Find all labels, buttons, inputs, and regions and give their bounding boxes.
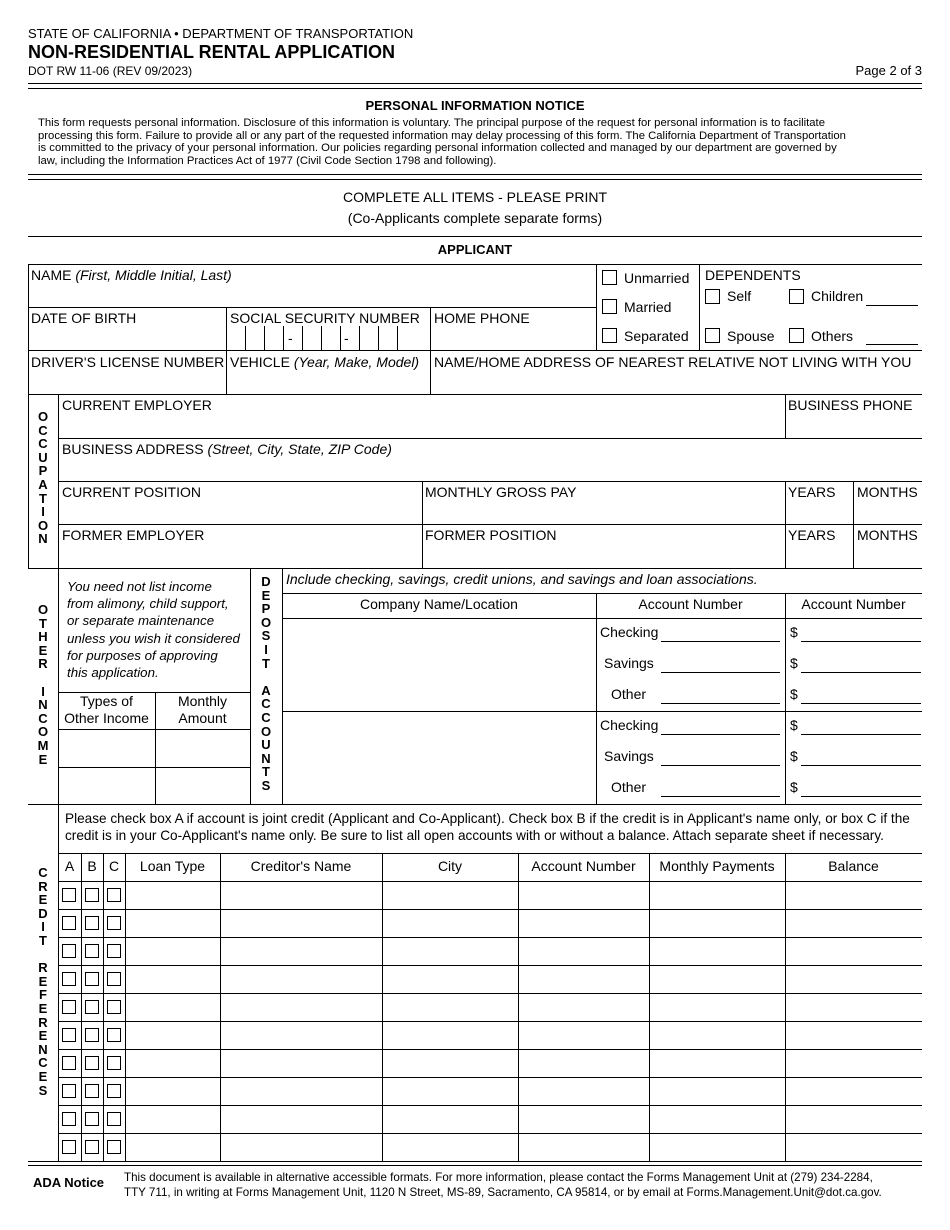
vehicle-hint: (Year, Make, Model) bbox=[293, 354, 420, 370]
home-phone-field[interactable] bbox=[431, 308, 596, 350]
spouse-checkbox[interactable] bbox=[705, 328, 720, 343]
dependents-label: DEPENDENTS bbox=[705, 267, 801, 283]
checking-balance-field[interactable] bbox=[801, 641, 921, 642]
applicant-credit-checkbox[interactable] bbox=[85, 1056, 99, 1070]
balance-field[interactable] bbox=[786, 1078, 922, 1105]
checking-balance-field[interactable] bbox=[801, 734, 921, 735]
nearest-relative-label: NAME/HOME ADDRESS OF NEAREST RELATIVE NOT LIVING WITH YOU bbox=[434, 354, 912, 370]
children-checkbox[interactable] bbox=[789, 289, 804, 304]
dollar-sign: $ bbox=[790, 748, 798, 764]
column-header: Balance bbox=[828, 858, 879, 874]
column-header: B bbox=[87, 858, 97, 874]
coapplicant-credit-checkbox[interactable] bbox=[107, 1112, 121, 1126]
balance-field[interactable] bbox=[786, 966, 922, 993]
city-field[interactable] bbox=[383, 938, 518, 965]
business-address-hint: (Street, City, State, ZIP Code) bbox=[207, 441, 392, 457]
years-label: YEARS bbox=[788, 484, 836, 500]
account-number-column-header: Account Number bbox=[638, 596, 743, 612]
other-account-field[interactable] bbox=[661, 796, 780, 797]
loan-type-field[interactable] bbox=[126, 938, 220, 965]
joint-credit-checkbox[interactable] bbox=[62, 888, 76, 902]
balance-field[interactable] bbox=[786, 1134, 922, 1161]
monthly-payments-field[interactable] bbox=[650, 1050, 785, 1077]
column-header: Monthly Payments bbox=[659, 858, 775, 874]
coapplicant-credit-checkbox[interactable] bbox=[107, 1084, 121, 1098]
loan-type-field[interactable] bbox=[126, 1134, 220, 1161]
others-checkbox[interactable] bbox=[789, 328, 804, 343]
deposit-accounts-note: Include checking, savings, credit unions, and savings and loan associations. bbox=[286, 571, 758, 587]
account-number-field[interactable] bbox=[519, 938, 649, 965]
former-months-field[interactable] bbox=[854, 525, 922, 568]
savings-label: Savings bbox=[604, 748, 654, 764]
checking-label: Checking bbox=[600, 717, 659, 733]
city-field[interactable] bbox=[383, 1050, 518, 1077]
dollar-sign: $ bbox=[790, 655, 798, 671]
monthly-gross-pay-field[interactable] bbox=[423, 482, 785, 524]
balance-field[interactable] bbox=[786, 882, 922, 909]
city-field[interactable] bbox=[383, 966, 518, 993]
balance-field[interactable] bbox=[786, 910, 922, 937]
table-rule bbox=[58, 853, 922, 854]
account-number-field[interactable] bbox=[519, 1078, 649, 1105]
loan-type-field[interactable] bbox=[126, 966, 220, 993]
current-months-field[interactable] bbox=[854, 482, 922, 524]
account-number-field[interactable] bbox=[519, 882, 649, 909]
savings-label: Savings bbox=[604, 655, 654, 671]
monthly-payments-field[interactable] bbox=[650, 966, 785, 993]
applicant-credit-checkbox[interactable] bbox=[85, 916, 99, 930]
ssn-field[interactable] bbox=[226, 326, 430, 350]
city-field[interactable] bbox=[383, 1022, 518, 1049]
current-employer-label: CURRENT EMPLOYER bbox=[62, 397, 212, 413]
name-hint: (First, Middle Initial, Last) bbox=[75, 267, 232, 283]
divider bbox=[28, 179, 922, 180]
column-header: A bbox=[64, 858, 75, 874]
income-type-field[interactable] bbox=[59, 730, 155, 767]
creditor-name-field[interactable] bbox=[221, 1134, 382, 1161]
applicant-heading: APPLICANT bbox=[437, 242, 513, 257]
unmarried-label: Unmarried bbox=[624, 270, 690, 286]
other-income-side-label: O T H E R I N C O M E bbox=[37, 602, 49, 767]
joint-credit-checkbox[interactable] bbox=[62, 944, 76, 958]
former-employer-field[interactable] bbox=[59, 525, 422, 568]
income-type-field[interactable] bbox=[59, 768, 155, 804]
checking-label: Checking bbox=[600, 624, 659, 640]
date-of-birth-field[interactable] bbox=[29, 308, 226, 350]
monthly-gross-pay-label: MONTHLY GROSS PAY bbox=[425, 484, 577, 500]
city-field[interactable] bbox=[383, 994, 518, 1021]
date-of-birth-label: DATE OF BIRTH bbox=[31, 310, 137, 326]
company-column-header: Company Name/Location bbox=[360, 596, 518, 612]
joint-credit-checkbox[interactable] bbox=[62, 1140, 76, 1154]
applicant-credit-checkbox[interactable] bbox=[85, 1084, 99, 1098]
deposit-company-field[interactable] bbox=[283, 712, 596, 804]
city-field[interactable] bbox=[383, 910, 518, 937]
loan-type-field[interactable] bbox=[126, 1022, 220, 1049]
coapplicant-credit-checkbox[interactable] bbox=[107, 944, 121, 958]
drivers-license-label: DRIVER'S LICENSE NUMBER bbox=[31, 354, 225, 370]
former-years-field[interactable] bbox=[786, 525, 853, 568]
balance-field[interactable] bbox=[786, 1106, 922, 1133]
unmarried-checkbox[interactable] bbox=[602, 270, 617, 285]
ssn-label: SOCIAL SECURITY NUMBER bbox=[230, 310, 420, 326]
joint-credit-checkbox[interactable] bbox=[62, 1056, 76, 1070]
current-position-label: CURRENT POSITION bbox=[62, 484, 201, 500]
current-years-field[interactable] bbox=[786, 482, 853, 524]
city-field[interactable] bbox=[383, 1106, 518, 1133]
business-address-label: BUSINESS ADDRESS bbox=[62, 441, 208, 457]
instructions-line-2: (Co-Applicants complete separate forms) bbox=[347, 210, 603, 226]
separated-checkbox[interactable] bbox=[602, 328, 617, 343]
applicant-credit-checkbox[interactable] bbox=[85, 1140, 99, 1154]
former-position-label: FORMER POSITION bbox=[425, 527, 557, 543]
notice-line: This form requests personal information. Disclosure of this information is voluntary. The principal purpose of the request for personal information is to facilitate bbox=[38, 117, 825, 129]
column-header: Account Number bbox=[531, 858, 636, 874]
deposit-company-field[interactable] bbox=[283, 619, 596, 711]
balance-field[interactable] bbox=[786, 1022, 922, 1049]
monthly-payments-field[interactable] bbox=[650, 910, 785, 937]
city-field[interactable] bbox=[383, 1134, 518, 1161]
account-number-field[interactable] bbox=[519, 1106, 649, 1133]
home-phone-label: HOME PHONE bbox=[434, 310, 530, 326]
notice-title: PERSONAL INFORMATION NOTICE bbox=[365, 98, 585, 113]
spouse-label: Spouse bbox=[727, 328, 775, 344]
account-number-field[interactable] bbox=[519, 1050, 649, 1077]
credit-instructions: credit is in your Co-Applicant's name only. Be sure to list all open accounts with or without a balance. Attach separate sheet if necessary. bbox=[65, 828, 884, 843]
joint-credit-checkbox[interactable] bbox=[62, 972, 76, 986]
dollar-sign: $ bbox=[790, 624, 798, 640]
other-balance-field[interactable] bbox=[801, 796, 921, 797]
loan-type-field[interactable] bbox=[126, 882, 220, 909]
current-position-field[interactable] bbox=[59, 482, 422, 524]
business-address-field[interactable] bbox=[59, 439, 922, 481]
former-employer-label: FORMER EMPLOYER bbox=[62, 527, 205, 543]
savings-balance-field[interactable] bbox=[801, 765, 921, 766]
other-balance-field[interactable] bbox=[801, 703, 921, 704]
loan-type-field[interactable] bbox=[126, 910, 220, 937]
ada-notice-text: This document is available in alternative accessible formats. For more information, please contact the Forms Management Unit at (279) 234-2284, bbox=[124, 1171, 873, 1184]
applicant-credit-checkbox[interactable] bbox=[85, 888, 99, 902]
vehicle-label: VEHICLE bbox=[230, 354, 294, 370]
city-field[interactable] bbox=[383, 1078, 518, 1105]
nearest-relative-field[interactable] bbox=[431, 351, 922, 394]
page-number: Page 2 of 3 bbox=[855, 63, 922, 78]
creditor-name-field[interactable] bbox=[221, 1050, 382, 1077]
joint-credit-checkbox[interactable] bbox=[62, 916, 76, 930]
loan-type-field[interactable] bbox=[126, 1050, 220, 1077]
coapplicant-credit-checkbox[interactable] bbox=[107, 1140, 121, 1154]
applicant-credit-checkbox[interactable] bbox=[85, 944, 99, 958]
account-number-column-header: Account Number bbox=[801, 596, 906, 612]
business-phone-label: BUSINESS PHONE bbox=[788, 397, 913, 413]
credit-references-side-label: C R E D I T R E F E R E N C E S bbox=[38, 865, 48, 1098]
monthly-payments-field[interactable] bbox=[650, 1134, 785, 1161]
applicant-credit-checkbox[interactable] bbox=[85, 972, 99, 986]
savings-account-field[interactable] bbox=[661, 672, 780, 673]
separated-label: Separated bbox=[624, 328, 689, 344]
applicant-credit-checkbox[interactable] bbox=[85, 1028, 99, 1042]
agency-name: STATE OF CALIFORNIA • DEPARTMENT OF TRANSPORTATION bbox=[28, 26, 414, 41]
account-number-field[interactable] bbox=[519, 1022, 649, 1049]
creditor-name-field[interactable] bbox=[221, 910, 382, 937]
ada-notice-label: ADA Notice bbox=[33, 1175, 105, 1190]
notice-line: law, including the Information Practices Act of 1977 (Civil Code Section 1798 and following). bbox=[38, 154, 497, 167]
account-number-field[interactable] bbox=[519, 966, 649, 993]
account-number-field[interactable] bbox=[519, 910, 649, 937]
drivers-license-field[interactable] bbox=[29, 351, 226, 394]
creditor-name-field[interactable] bbox=[221, 994, 382, 1021]
balance-field[interactable] bbox=[786, 1050, 922, 1077]
coapplicant-credit-checkbox[interactable] bbox=[107, 972, 121, 986]
monthly-payments-field[interactable] bbox=[650, 882, 785, 909]
creditor-name-field[interactable] bbox=[221, 1078, 382, 1105]
types-of-income-header: Types of Other Income bbox=[64, 693, 149, 727]
divider bbox=[28, 174, 922, 175]
monthly-payments-field[interactable] bbox=[650, 1078, 785, 1105]
joint-credit-checkbox[interactable] bbox=[62, 1000, 76, 1014]
applicant-credit-checkbox[interactable] bbox=[85, 1000, 99, 1014]
checking-account-field[interactable] bbox=[661, 641, 780, 642]
account-number-field[interactable] bbox=[519, 1134, 649, 1161]
loan-type-field[interactable] bbox=[126, 1078, 220, 1105]
other-account-field[interactable] bbox=[661, 703, 780, 704]
vehicle-field[interactable] bbox=[227, 351, 430, 394]
dollar-sign: $ bbox=[790, 779, 798, 795]
income-amount-field[interactable] bbox=[156, 730, 250, 767]
table-rule bbox=[103, 853, 104, 1161]
monthly-payments-field[interactable] bbox=[650, 1022, 785, 1049]
months-label: MONTHS bbox=[857, 484, 918, 500]
coapplicant-credit-checkbox[interactable] bbox=[107, 916, 121, 930]
savings-account-field[interactable] bbox=[661, 765, 780, 766]
other-label: Other bbox=[611, 686, 647, 702]
column-header: Creditor's Name bbox=[250, 858, 352, 874]
name-label: NAME bbox=[31, 267, 76, 283]
instructions-line-1: COMPLETE ALL ITEMS - PLEASE PRINT bbox=[343, 189, 607, 205]
creditor-name-field[interactable] bbox=[221, 966, 382, 993]
form-title: NON-RESIDENTIAL RENTAL APPLICATION bbox=[28, 42, 396, 62]
divider bbox=[28, 236, 922, 237]
creditor-name-field[interactable] bbox=[221, 1022, 382, 1049]
others-label: Others bbox=[811, 328, 854, 344]
ada-notice-text: TTY 711, in writing at Forms Management Unit, 1120 N Street, MS-89, Sacramento, CA 95814, or by email at Forms.Management.Unit@dot.ca.gov. bbox=[124, 1186, 882, 1199]
others-count-field[interactable] bbox=[866, 344, 918, 345]
savings-balance-field[interactable] bbox=[801, 672, 921, 673]
married-label: Married bbox=[624, 299, 672, 315]
former-position-field[interactable] bbox=[423, 525, 785, 568]
married-checkbox[interactable] bbox=[602, 299, 617, 314]
self-label: Self bbox=[727, 288, 752, 304]
loan-type-field[interactable] bbox=[126, 994, 220, 1021]
loan-type-field[interactable] bbox=[126, 1106, 220, 1133]
ssn-dash: - bbox=[344, 330, 349, 346]
table-rule bbox=[81, 853, 82, 1161]
joint-credit-checkbox[interactable] bbox=[62, 1028, 76, 1042]
checking-account-field[interactable] bbox=[661, 734, 780, 735]
occupation-side-label: O C C U P A T I O N bbox=[37, 409, 49, 547]
column-header: City bbox=[437, 858, 463, 874]
creditor-name-field[interactable] bbox=[221, 1106, 382, 1133]
monthly-payments-field[interactable] bbox=[650, 938, 785, 965]
column-header: C bbox=[108, 858, 120, 874]
column-header: Loan Type bbox=[139, 858, 206, 874]
balance-field[interactable] bbox=[786, 938, 922, 965]
creditor-name-field[interactable] bbox=[221, 882, 382, 909]
applicant-credit-checkbox[interactable] bbox=[85, 1112, 99, 1126]
children-label: Children bbox=[811, 288, 864, 304]
business-phone-field[interactable] bbox=[786, 395, 922, 438]
coapplicant-credit-checkbox[interactable] bbox=[107, 1028, 121, 1042]
current-employer-field[interactable] bbox=[59, 395, 785, 438]
coapplicant-credit-checkbox[interactable] bbox=[107, 888, 121, 902]
balance-field[interactable] bbox=[786, 994, 922, 1021]
years-label: YEARS bbox=[788, 527, 836, 543]
divider bbox=[28, 83, 922, 84]
divider bbox=[28, 88, 922, 89]
children-count-field[interactable] bbox=[866, 305, 918, 306]
creditor-name-field[interactable] bbox=[221, 938, 382, 965]
joint-credit-checkbox[interactable] bbox=[62, 1084, 76, 1098]
form-id: DOT RW 11-06 (REV 09/2023) bbox=[28, 64, 193, 78]
monthly-payments-field[interactable] bbox=[650, 994, 785, 1021]
coapplicant-credit-checkbox[interactable] bbox=[107, 1056, 121, 1070]
self-checkbox[interactable] bbox=[705, 289, 720, 304]
account-number-field[interactable] bbox=[519, 994, 649, 1021]
notice-line: is committed to the privacy of your personal information. Our policies regarding personal information collected and managed by our department are governed by bbox=[38, 142, 837, 155]
monthly-amount-header: Monthly Amount bbox=[177, 693, 228, 727]
months-label: MONTHS bbox=[857, 527, 918, 543]
joint-credit-checkbox[interactable] bbox=[62, 1112, 76, 1126]
city-field[interactable] bbox=[383, 882, 518, 909]
monthly-payments-field[interactable] bbox=[650, 1106, 785, 1133]
dollar-sign: $ bbox=[790, 717, 798, 733]
other-label: Other bbox=[611, 779, 647, 795]
ssn-dash: - bbox=[288, 330, 293, 346]
income-amount-field[interactable] bbox=[156, 768, 250, 804]
credit-instructions: Please check box A if account is joint credit (Applicant and Co-Applicant). Check box B if the credit is in Applicant's name only, or box C if the bbox=[65, 811, 910, 826]
coapplicant-credit-checkbox[interactable] bbox=[107, 1000, 121, 1014]
dollar-sign: $ bbox=[790, 686, 798, 702]
deposit-accounts-side-label: D E P O S I T A C C O U N T S bbox=[260, 574, 272, 793]
name-field[interactable] bbox=[29, 265, 596, 307]
notice-line: processing this form. Failure to provide all or any part of the requested information may delay processing of this form. The California Department of Transportation bbox=[38, 129, 846, 142]
other-income-note: You need not list income from alimony, child support, or separate maintenance unless you wish it considered for purposes of approving this application. bbox=[67, 579, 240, 681]
